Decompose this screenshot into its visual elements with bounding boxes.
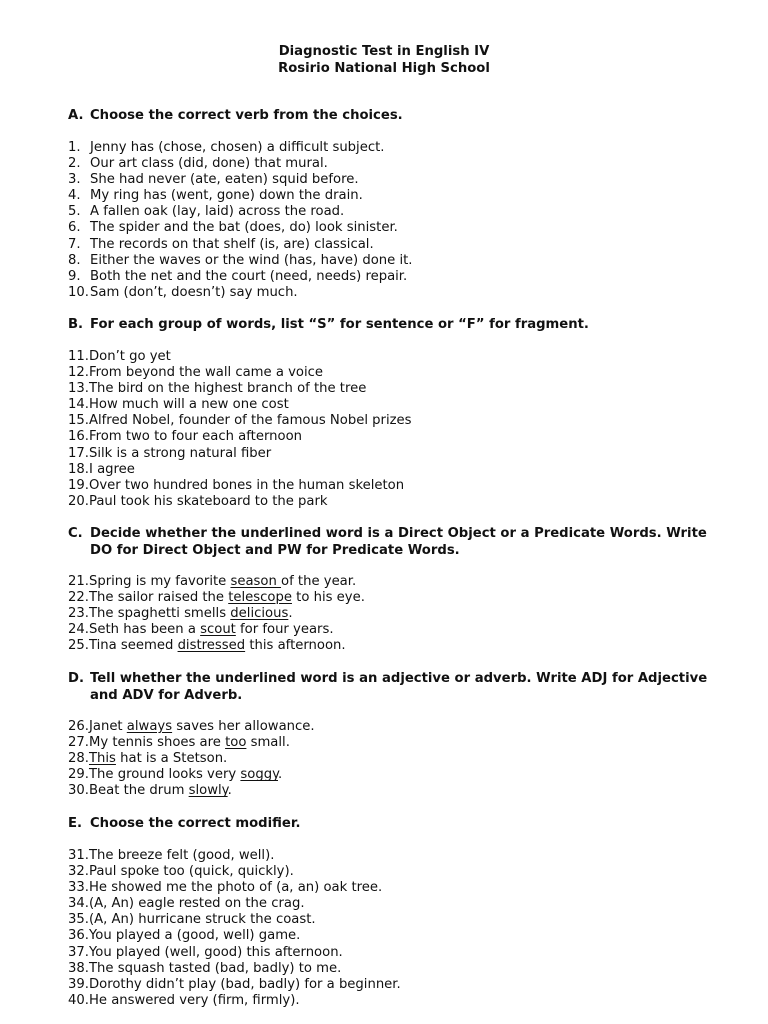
- question-number: 5.: [68, 204, 81, 220]
- question-text: [90, 204, 344, 219]
- text-segment: The breeze felt (good, well).: [88, 848, 275, 863]
- question-number: 34.: [68, 896, 89, 912]
- text-segment: Janet: [88, 719, 127, 734]
- text-segment: to his eye.: [291, 590, 365, 606]
- text-segment: The squash tasted (bad, badly) to me.: [88, 960, 342, 976]
- question-item: [68, 751, 315, 767]
- text-segment: Paul spoke too (quick, quickly).: [88, 864, 294, 880]
- question-item: [68, 735, 315, 751]
- question-text: [89, 928, 300, 943]
- question-number: 23.: [68, 606, 89, 622]
- underlined-word: season: [230, 574, 282, 589]
- question-item: [68, 220, 412, 236]
- text-segment: Don’t go yet: [88, 349, 171, 364]
- question-item: [68, 204, 412, 220]
- question-text: [89, 961, 341, 976]
- text-segment: From beyond the wall came a voice: [88, 365, 324, 381]
- section-d-items: [68, 719, 315, 799]
- question-item: [68, 156, 412, 172]
- underlined-word: slowly: [188, 783, 228, 799]
- question-item: [68, 590, 365, 606]
- text-segment: Either the waves or the wind (has, have) done it.: [90, 252, 413, 268]
- document-title: Diagnostic Test in English IV: [278, 44, 490, 59]
- question-text: [89, 365, 323, 380]
- question-text: [89, 349, 171, 364]
- text-segment: Tina seemed: [88, 638, 178, 654]
- question-number: 36.: [68, 928, 89, 944]
- question-number: 2.: [68, 156, 81, 172]
- question-text: [89, 446, 271, 461]
- question-number: 32.: [68, 864, 89, 880]
- question-item: [68, 429, 412, 445]
- text-segment: (A, An) hurricane struck the coast.: [88, 912, 316, 928]
- question-item: [68, 961, 401, 977]
- question-item: [68, 912, 401, 928]
- question-number: 38.: [68, 960, 89, 976]
- section-instruction: Choose the correct modifier.: [90, 816, 301, 831]
- question-number: 14.: [68, 397, 89, 413]
- text-segment: The ground looks very: [88, 767, 241, 783]
- text-segment: Spring is my favorite: [88, 574, 231, 589]
- question-text: [90, 188, 363, 203]
- question-text: [89, 638, 346, 653]
- text-segment: The spider and the bat (does, do) look sinister.: [90, 220, 398, 236]
- underlined-word: soggy: [240, 767, 278, 783]
- question-item: [68, 783, 315, 799]
- question-text: [89, 767, 282, 782]
- question-item: [68, 188, 412, 204]
- question-text: [89, 494, 328, 509]
- question-number: 17.: [68, 445, 89, 461]
- question-number: 9.: [68, 268, 81, 284]
- question-number: 3.: [68, 172, 81, 188]
- text-segment: hat is a Stetson.: [115, 751, 228, 767]
- question-number: 24.: [68, 622, 89, 638]
- underlined-word: This: [88, 751, 116, 767]
- question-item: [68, 494, 412, 510]
- question-text: [90, 285, 298, 300]
- question-text: [89, 848, 274, 863]
- question-number: 4.: [68, 188, 81, 204]
- section-a-heading: [68, 108, 708, 125]
- question-text: [89, 912, 316, 927]
- question-number: 31.: [68, 848, 89, 863]
- question-number: 28.: [68, 751, 89, 767]
- question-text: [89, 381, 366, 396]
- section-instruction: Choose the correct verb from the choices.: [90, 108, 403, 123]
- question-text: [89, 397, 289, 412]
- question-number: 15.: [68, 413, 89, 429]
- text-segment: .: [227, 783, 232, 799]
- underlined-word: telescope: [228, 590, 292, 606]
- question-item: [68, 848, 401, 864]
- section-instruction: For each group of words, list “S” for sentence or “F” for fragment.: [90, 317, 589, 332]
- section-b-heading: [68, 317, 708, 334]
- underlined-word: too: [225, 735, 247, 751]
- section-letter: D.: [68, 671, 84, 686]
- question-item: [68, 719, 315, 735]
- question-text: [89, 993, 300, 1008]
- section-b-items: [68, 349, 412, 510]
- question-number: 25.: [68, 638, 89, 654]
- question-text: [89, 429, 302, 444]
- question-number: 12.: [68, 365, 89, 381]
- question-item: [68, 462, 412, 478]
- question-number: 26.: [68, 719, 89, 734]
- question-text: [89, 719, 315, 734]
- question-item: [68, 446, 412, 462]
- text-segment: He answered very (firm, firmly).: [88, 992, 300, 1008]
- question-text: [89, 413, 412, 428]
- text-segment: My ring has (went, gone) down the drain.: [90, 188, 363, 204]
- question-item: [68, 896, 401, 912]
- question-item: [68, 237, 412, 253]
- text-segment: My tennis shoes are: [88, 735, 226, 751]
- text-segment: for four years.: [235, 622, 334, 638]
- question-item: [68, 381, 412, 397]
- question-text: [89, 783, 232, 798]
- question-text: [89, 977, 401, 992]
- section-instruction: Decide whether the underlined word is a Direct Object or a Predicate Words. Write DO for Direct Object and PW for Predicate Words.: [90, 526, 707, 558]
- question-item: [68, 269, 412, 285]
- question-item: [68, 285, 412, 301]
- question-text: [89, 864, 294, 879]
- question-item: [68, 767, 315, 783]
- section-letter: C.: [68, 526, 83, 541]
- text-segment: Seth has been a: [88, 622, 201, 638]
- underlined-word: distressed: [177, 638, 246, 654]
- question-item: [68, 140, 412, 156]
- text-segment: From two to four each afternoon: [88, 429, 302, 445]
- section-letter: B.: [68, 317, 84, 332]
- section-letter: E.: [68, 816, 83, 831]
- text-segment: A fallen oak (lay, laid) across the road.: [90, 204, 345, 220]
- text-segment: (A, An) eagle rested on the crag.: [88, 896, 305, 912]
- question-text: [90, 269, 407, 284]
- question-item: [68, 977, 401, 993]
- question-number: 13.: [68, 381, 89, 397]
- question-item: [68, 945, 401, 961]
- question-number: 39.: [68, 976, 89, 992]
- text-segment: The spaghetti smells: [88, 606, 231, 622]
- question-text: [90, 253, 412, 268]
- underlined-word: delicious: [230, 606, 289, 622]
- question-item: [68, 349, 412, 365]
- text-segment: He showed me the photo of (a, an) oak tree.: [88, 880, 383, 896]
- text-segment: Dorothy didn’t play (bad, badly) for a beginner.: [88, 976, 401, 992]
- question-number: 27.: [68, 735, 89, 751]
- text-segment: The sailor raised the: [88, 590, 229, 606]
- question-text: [89, 896, 305, 911]
- question-number: 40.: [68, 992, 89, 1008]
- text-segment: She had never (ate, eaten) squid before.: [90, 172, 359, 188]
- question-item: [68, 253, 412, 269]
- section-a-items: [68, 140, 412, 301]
- question-item: [68, 478, 412, 494]
- section-letter: A.: [68, 108, 84, 123]
- text-segment: How much will a new one cost: [88, 397, 289, 413]
- question-item: [68, 993, 401, 1009]
- question-text: [90, 140, 384, 155]
- question-text: [89, 574, 356, 589]
- question-text: [89, 880, 382, 895]
- text-segment: The bird on the highest branch of the tree: [88, 381, 367, 397]
- text-segment: Silk is a strong natural fiber: [88, 445, 272, 461]
- question-text: [90, 237, 374, 252]
- text-segment: Alfred Nobel, founder of the famous Nobel prizes: [88, 413, 412, 429]
- question-number: 6.: [68, 220, 81, 236]
- question-number: 29.: [68, 767, 89, 783]
- question-number: 18.: [68, 461, 89, 477]
- question-item: [68, 397, 412, 413]
- question-text: [90, 220, 398, 235]
- section-e-items: [68, 848, 401, 1009]
- section-c-heading: [68, 526, 708, 559]
- document-header: [0, 43, 768, 77]
- underlined-word: scout: [200, 622, 236, 638]
- underlined-word: always: [126, 719, 173, 734]
- question-text: [89, 622, 334, 637]
- text-segment: saves her allowance.: [172, 719, 315, 734]
- text-segment: Both the net and the court (need, needs) repair.: [90, 268, 408, 284]
- question-text: [90, 172, 359, 187]
- question-item: [68, 606, 365, 622]
- question-number: 19.: [68, 477, 89, 493]
- question-item: [68, 928, 401, 944]
- section-c-items: [68, 574, 365, 654]
- text-segment: Jenny has (chose, chosen) a difficult subject.: [90, 140, 385, 155]
- question-number: 30.: [68, 783, 89, 799]
- question-text: [89, 945, 343, 960]
- text-segment: Our art class (did, done) that mural.: [90, 156, 328, 172]
- question-item: [68, 864, 401, 880]
- question-item: [68, 413, 412, 429]
- text-segment: Over two hundred bones in the human skeleton: [88, 477, 405, 493]
- question-number: 20.: [68, 493, 89, 509]
- text-segment: The records on that shelf (is, are) classical.: [90, 236, 374, 252]
- school-name: Rosirio National High School: [278, 61, 490, 76]
- question-number: 35.: [68, 912, 89, 928]
- question-text: [89, 462, 135, 477]
- question-number: 16.: [68, 429, 89, 445]
- question-item: [68, 622, 365, 638]
- section-e-heading: [68, 816, 708, 833]
- question-number: 21.: [68, 574, 89, 589]
- question-number: 22.: [68, 590, 89, 606]
- question-item: [68, 365, 412, 381]
- question-number: 7.: [68, 236, 81, 252]
- text-segment: Beat the drum: [88, 783, 189, 799]
- question-item: [68, 638, 365, 654]
- text-segment: Paul took his skateboard to the park: [88, 493, 328, 509]
- question-text: [89, 751, 227, 766]
- question-item: [68, 574, 365, 590]
- question-text: [89, 590, 365, 605]
- text-segment: You played a (good, well) game.: [88, 928, 301, 944]
- question-number: 11.: [68, 349, 89, 364]
- question-number: 37.: [68, 944, 89, 960]
- text-segment: .: [288, 606, 293, 622]
- text-segment: .: [278, 767, 283, 783]
- text-segment: of the year.: [281, 574, 357, 589]
- question-number: 8.: [68, 252, 81, 268]
- question-text: [89, 606, 293, 621]
- question-text: [89, 478, 404, 493]
- question-text: [90, 156, 328, 171]
- text-segment: this afternoon.: [245, 638, 346, 654]
- text-segment: Sam (don’t, doesn’t) say much.: [90, 284, 298, 300]
- text-segment: I agree: [88, 461, 135, 477]
- section-d-heading: [68, 671, 708, 704]
- question-text: [89, 735, 290, 750]
- question-number: 1.: [68, 140, 81, 155]
- text-segment: You played (well, good) this afternoon.: [88, 944, 343, 960]
- question-number: 33.: [68, 880, 89, 896]
- text-segment: small.: [246, 735, 290, 751]
- question-item: [68, 880, 401, 896]
- question-number: 10.: [68, 284, 89, 300]
- question-item: [68, 172, 412, 188]
- section-instruction: Tell whether the underlined word is an adjective or adverb. Write ADJ for Adjective and ADV for Adverb.: [90, 671, 708, 703]
